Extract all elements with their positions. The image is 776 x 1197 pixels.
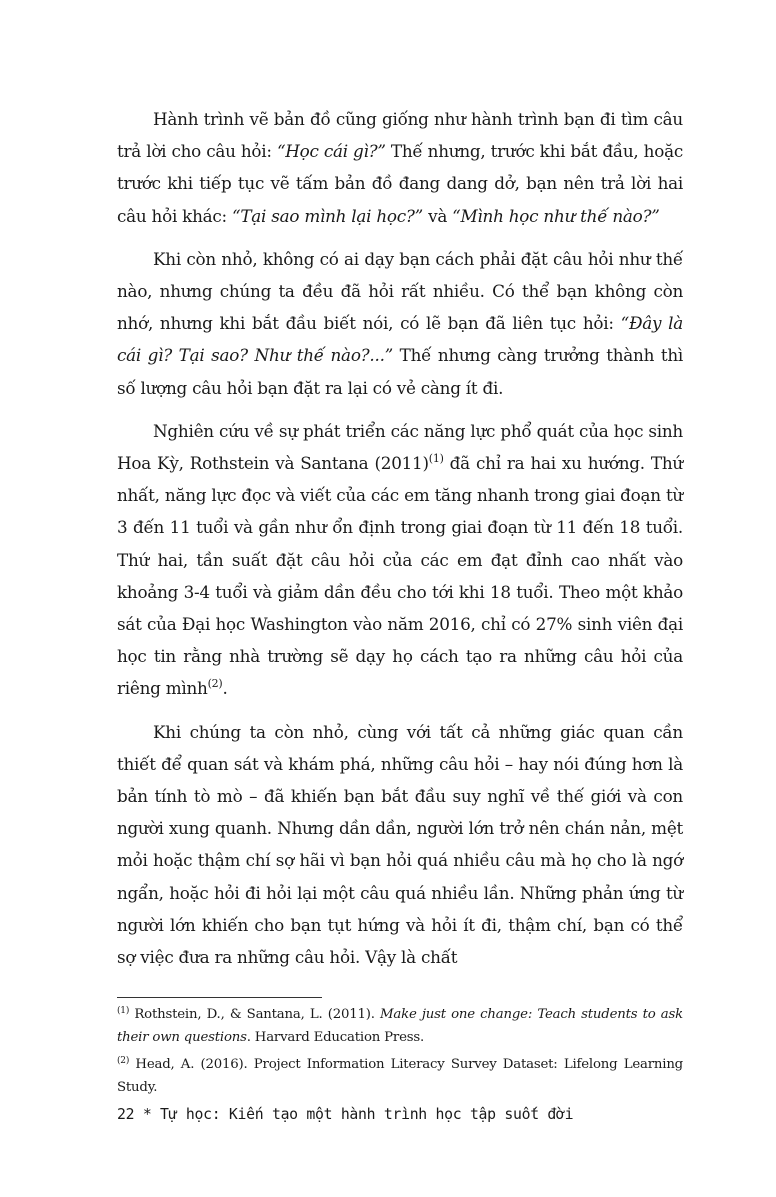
footnote-ref: (1) [117, 1006, 130, 1016]
text-run: . [222, 678, 228, 699]
footnote-divider [117, 997, 322, 998]
text-run: Head, A. (2016). Project Information Literacy Survey Dataset: Lifelong Learning Study. [117, 1057, 683, 1095]
paragraph [117, 716, 683, 974]
footnote-ref: (2) [117, 1056, 130, 1066]
footnote-ref: (2) [207, 677, 223, 691]
text-run: và [423, 205, 453, 226]
paragraph [117, 415, 683, 705]
body-text [117, 103, 683, 984]
page-footer [117, 1106, 717, 1123]
text-run: Khi còn nhỏ, không có ai dạy bạn cách phải đặt câu hỏi như thế nào, nhưng chúng ta đều đã hỏi rất nhiều. Có thể bạn không còn nhớ, nhưng khi bắt đầu biết nói, có lẽ bạn đã liên tục hỏi: [117, 248, 683, 334]
text-run: đã chỉ ra hai xu hướng. Thứ nhất, năng lực đọc và viết của các em tăng nhanh trong giai đoạn từ 3 đến 11 tuổi và gần như ổn định trong giai đoạn từ 11 đến 18 tuổi. Thứ hai, tần suất đặt câu hỏi của các em đạt đỉnh cao nhất vào khoảng 3-4 tuổi và giảm dần đều cho tới khi 18 tuổi. Theo một khảo sát của Đại học Washington vào năm 2016, chỉ có 27% sinh viên đại học tin rằng nhà trường sẽ dạy họ cách tạo ra những câu hỏi của riêng mình [117, 453, 683, 699]
running-title: Tự học: Kiến tạo một hành trình học tập suốt đời [160, 1106, 574, 1123]
footer-separator: * [142, 1106, 152, 1123]
text-run: . Harvard Education Press. [246, 1029, 425, 1045]
footnote-2 [117, 1054, 683, 1099]
text-run: Rothstein, D., & Santana, L. (2011). [129, 1007, 380, 1022]
footnotes [117, 1004, 683, 1104]
footnote-ref: (1) [428, 452, 444, 466]
text-run: Thế nhưng, trước khi bắt đầu, hoặc trước khi tiếp tục vẽ tấm bản đồ đang dang dở, bạn nên trả lời hai câu hỏi khác: [117, 141, 683, 226]
text-run: Nghiên cứu về sự phát triển các năng lực phổ quát của học sinh Hoa Kỳ, Rothstein và Santana (2011) [117, 420, 683, 474]
italic-text: “Mình học như thế nào?” [452, 205, 660, 226]
italic-text: “Tại sao mình lại học?” [232, 205, 424, 226]
italic-text: “Đây là cái gì? Tại sao? Như thế nào?...” [117, 313, 683, 366]
page-number: 22 [117, 1106, 135, 1123]
text-run: Thế nhưng càng trưởng thành thì số lượng câu hỏi bạn đặt ra lại có vẻ càng ít đi. [117, 345, 683, 398]
paragraph [117, 243, 683, 404]
paragraph [117, 103, 683, 232]
text-run: Khi chúng ta còn nhỏ, cùng với tất cả những giác quan cần thiết để quan sát và khám phá, những câu hỏi – hay nói đúng hơn là bản tính tò mò – đã khiến bạn bắt đầu suy nghĩ về thế giới và con người xung quanh. Nhưng dần dần, người lớn trở nên chán nản, mệt mỏi hoặc thậm chí sợ hãi vì bạn hỏi quá nhiều câu mà họ cho là ngớ ngẩn, hoặc hỏi đi hỏi lại một câu quá nhiều lần. Những phản ứng từ người lớn khiến cho bạn tụt hứng và hỏi ít đi, thậm chí, bạn có thể sợ việc đưa ra những câu hỏi. Vậy là chất [117, 721, 683, 968]
text-run: Hành trình vẽ bản đồ cũng giống như hành trình bạn đi tìm câu trả lời cho câu hỏi: [117, 109, 683, 162]
italic-text: Make just one change: Teach students to ask their own questions [117, 1007, 683, 1045]
italic-text: “Học cái gì?” [276, 141, 386, 162]
footnote-1 [117, 1004, 683, 1049]
